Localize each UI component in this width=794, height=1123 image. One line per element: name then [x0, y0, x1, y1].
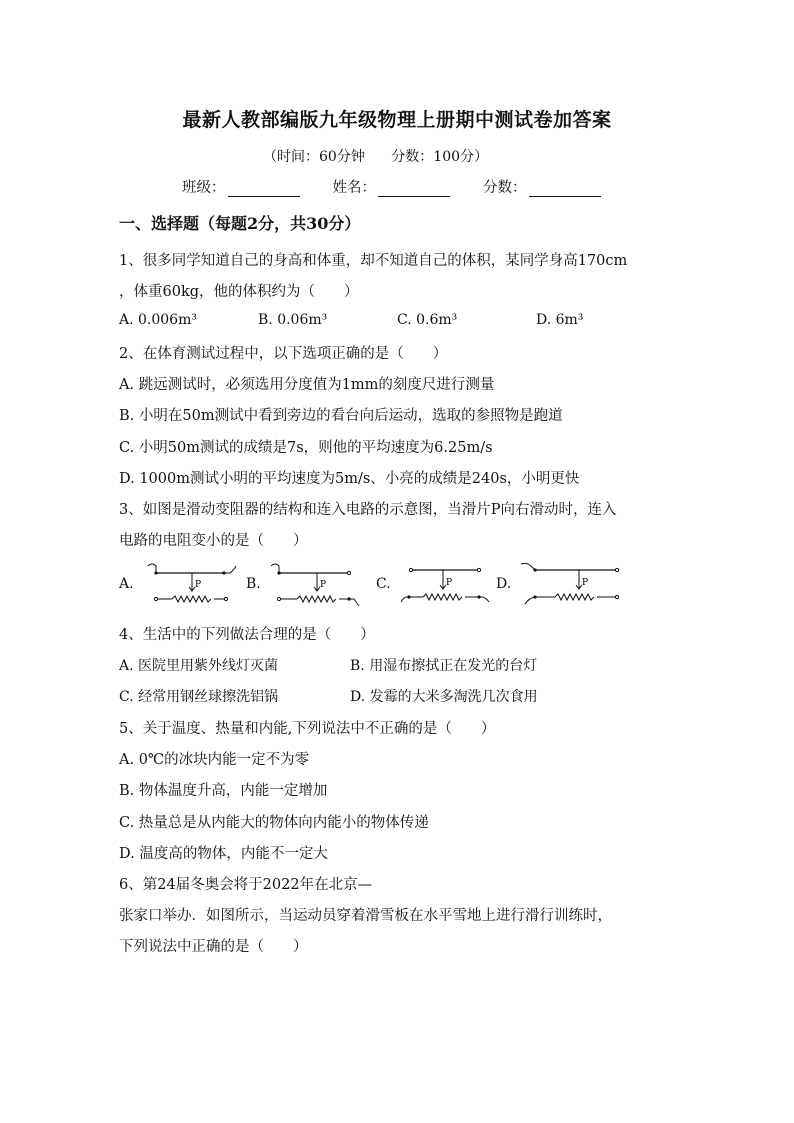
q2-stem: 2、在体育测试过程中，以下选项正确的是（ ）	[119, 346, 448, 362]
q4-option-d[interactable]: D. 发霉的大米多淘洗几次食用	[350, 689, 538, 705]
q4-option-c[interactable]: C. 经常用钢丝球擦洗铝锅	[119, 689, 279, 705]
class-blank[interactable]	[228, 180, 300, 197]
q4-option-a[interactable]: A. 医院里用紫外线灯灭菌	[119, 658, 279, 674]
q5-option-a[interactable]: A. 0℃的冰块内能一定不为零	[119, 752, 310, 768]
rheostat-d-figure	[519, 560, 623, 610]
resistor-coil-a	[172, 596, 211, 602]
q3-label-c[interactable]: C.	[376, 576, 391, 592]
class-field	[182, 176, 300, 197]
q6-stem-line3: 下列说法中正确的是（ ）	[119, 939, 308, 955]
score-field	[483, 176, 601, 197]
q5-option-d[interactable]: D. 温度高的物体，内能不一定大	[119, 846, 328, 862]
q2-option-a[interactable]: A. 跳远测试时，必须选用分度值为1mm的刻度尺进行测量	[119, 377, 495, 393]
total-score: 分数：100分）	[391, 149, 489, 165]
wire-a-top-right	[224, 566, 236, 573]
q4-stem: 4、生活中的下列做法合理的是（ ）	[119, 627, 375, 643]
q6-stem-line1: 6、第24届冬奥会将于2022年在北京—	[119, 877, 373, 893]
rheostat-c-figure	[399, 560, 491, 610]
score-label: 分数：	[483, 180, 527, 196]
slider-p-label: P	[320, 580, 327, 590]
q3-stem-line2: 电路的电阻变小的是（ ）	[119, 533, 308, 549]
name-field	[333, 176, 451, 197]
q5-option-b[interactable]: B. 物体温度升高，内能一定增加	[119, 783, 328, 799]
slider-p-label: P	[195, 580, 202, 590]
q3-label-a[interactable]: A.	[119, 576, 134, 592]
q1-options	[119, 312, 583, 328]
name-label: 姓名：	[332, 180, 376, 196]
rheostat-a-figure	[146, 560, 238, 610]
name-blank[interactable]	[378, 180, 450, 197]
q2-option-b[interactable]: B. 小明在50m测试中看到旁边的看台向后运动，选取的参照物是跑道	[119, 408, 563, 424]
page-title: 最新人教部编版九年级物理上册期中测试卷加答案	[182, 109, 612, 131]
student-info	[182, 176, 634, 197]
q1-stem-line1: 1、很多同学知道自己的身高和体重，却不知道自己的体积，某同学身高170cm	[119, 253, 628, 269]
q4-options-row2	[119, 686, 538, 706]
q6-stem-line2: 张家口举办．如图所示，当运动员穿着滑雪板在水平雪地上进行滑行训练时，	[119, 908, 612, 924]
q3-label-d[interactable]: D.	[496, 576, 512, 592]
q1-option-b[interactable]: B. 0.06m³	[258, 312, 328, 328]
q1-option-c[interactable]: C. 0.6m³	[397, 312, 458, 328]
q4-options-row1	[119, 655, 537, 675]
q1-option-d[interactable]: D. 6m³	[536, 312, 584, 328]
wire-a-top-left	[148, 564, 156, 573]
score-blank[interactable]	[529, 180, 601, 197]
q1-stem-line2: ，体重60kg，他的体积约为（ ）	[119, 284, 359, 300]
q5-stem: 5、关于温度、热量和内能,下列说法中不正确的是（ ）	[119, 721, 496, 737]
section-heading: 一、选择题（每题2分，共30分）	[119, 214, 361, 233]
q3-stem-line1: 3、如图是滑动变阻器的结构和连入电路的示意图，当滑片P向右滑动时，连入	[119, 502, 617, 518]
q3-label-b[interactable]: B.	[246, 576, 261, 592]
rheostat-b-figure	[269, 560, 361, 610]
q1-option-a[interactable]: A. 0.006m³	[119, 312, 197, 328]
q3-figures	[119, 560, 639, 612]
slider-p-label: P	[446, 578, 453, 588]
time-limit: （时间：60分钟	[263, 149, 365, 165]
exam-meta	[263, 146, 510, 166]
class-label: 班级：	[182, 180, 226, 196]
q2-option-c[interactable]: C. 小明50m测试的成绩是7s，则他的平均速度为6.25m/s	[119, 440, 493, 456]
slider-p-label: P	[582, 578, 589, 588]
q5-option-c[interactable]: C. 热量总是从内能大的物体向内能小的物体传递	[119, 815, 429, 831]
q2-option-d[interactable]: D. 1000m测试小明的平均速度为5m/s、小亮的成绩是240s，小明更快	[119, 471, 580, 487]
q4-option-b[interactable]: B. 用湿布擦拭正在发光的台灯	[350, 658, 538, 674]
